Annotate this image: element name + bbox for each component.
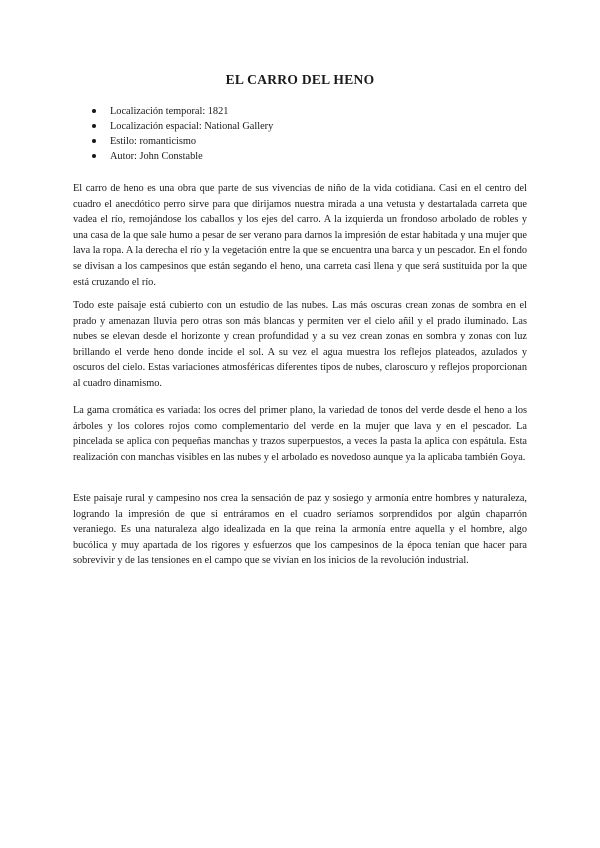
document-title: EL CARRO DEL HENO [225,72,375,87]
paragraph-clouds: Todo este paisaje está cubierto con un estudio de las nubes. Las más oscuras crean zonas de sombra en el prado y amenazan lluvia pero otras son más blancas y permiten ver el cielo añil y el prado iluminado. Las nubes se elevan desde el horizonte y crean profundidad y a su vez crean zonas en sombra y zonas con luz brillando el verde heno donde incide el sol. A su vez el agua muestra los reflejos plateados, azulados y oscuros del cielo. Estas variaciones atmosféricas diferentes tipos de nubes, claroscuro y reflejos proporcionan al cuadro dinamismo. [73,300,527,389]
paragraph-description: El carro de heno es una obra que parte de sus vivencias de niño de la vida cotidiana. Casi en el centro del cuadro el anecdótico perro sirve para que dirijamos nuestra mirada a una vetusta y destartalada carreta que vadea el río, remojándose los caballos y los ejes del carro. A la izquierda un frondoso arbolado de robles y una casa de la que sale humo a pesar de ser verano para darnos la impresión de estar habitada y una mujer que lava la ropa. A la derecha el río y la vegetación entre la que se encuentra una barca y un pescador. En el fondo se divisan a los campesinos que están segando el heno, una carreta casi llena y que será sustituida por la que está cruzando el río. [73,183,527,288]
detail-style: Estilo: romanticismo [92,134,273,149]
detail-date: Localización temporal: 1821 [92,104,273,119]
artwork-details-list [92,104,273,164]
paragraph-color: La gama cromática es variada: los ocres del primer plano, la variedad de tonos del verde desde el heno a los árboles y los colores rojos como complementario del verde en la mujer que lava y en el pescador. La pincelada se aplica con pequeñas manchas y trazos superpuestos, a veces la pasta la aplica con espátula. Esta realización con manchas visibles en las nubes y el arbolado es novedoso aunque ya la aplicaba también Goya. [73,405,527,463]
detail-location: Localización espacial: National Gallery [92,119,273,134]
paragraph-interpretation: Este paisaje rural y campesino nos crea la sensación de paz y sosiego y armonía entre hombres y naturaleza, logrando la impresión de que si entráramos en el cuadro seríamos sorprendidos por algún chaparrón veraniego. Es una naturaleza algo idealizada en la que reina la armonía entre aquella y el hombre, algo bucólica y muy apartada de los rigores y esfuerzos que los campesinos de la época tenían que hacer para sobrevivir y de las tensiones en el campo que se vivían en los inicios de la revolución industrial. [73,493,527,567]
detail-author: Autor: John Constable [92,149,273,164]
